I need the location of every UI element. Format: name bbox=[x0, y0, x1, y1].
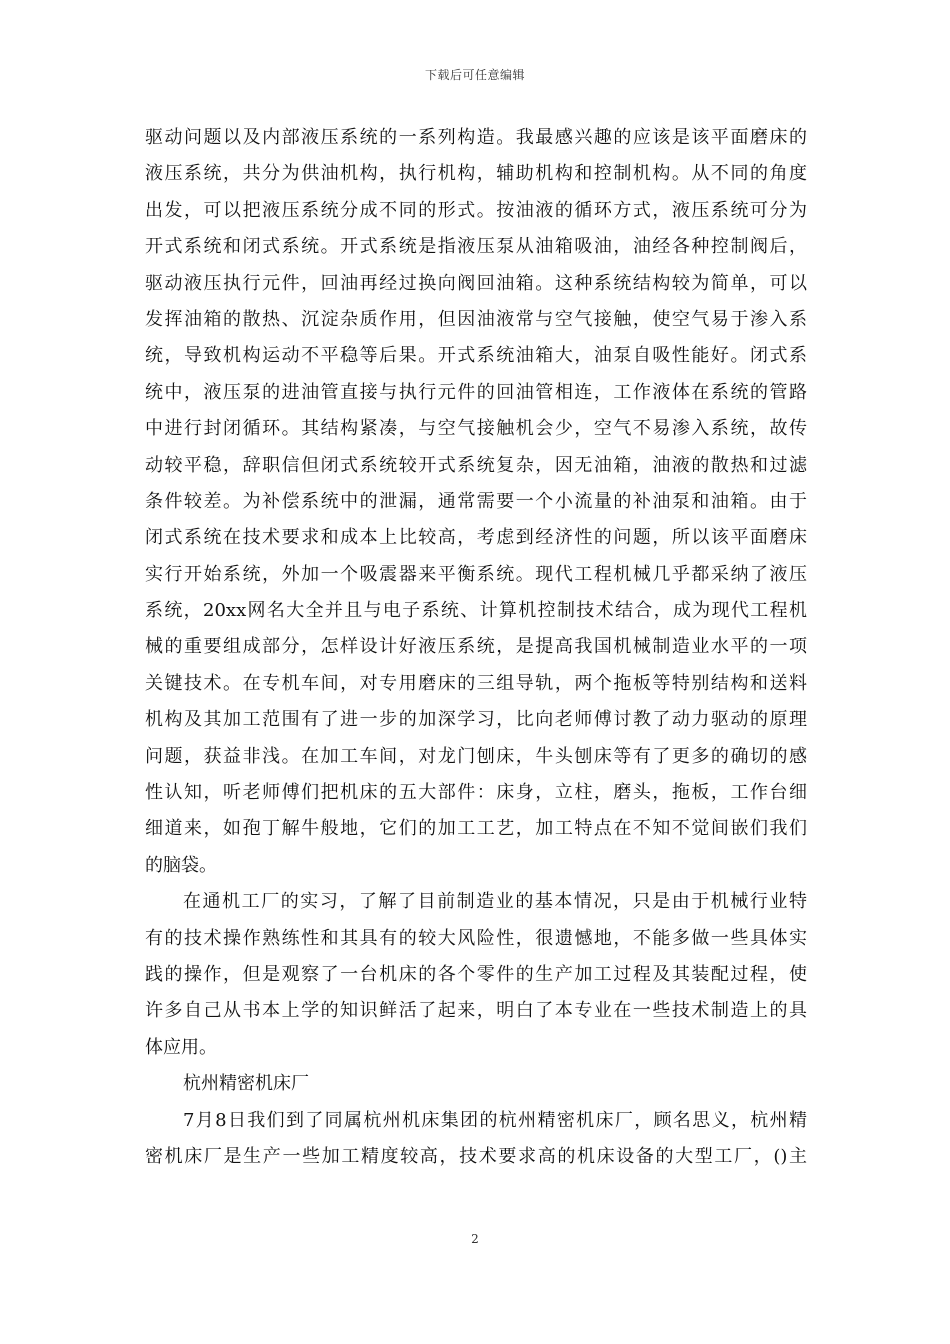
text-line: 统中，液压泵的进油管直接与执行元件的回油管相连，工作液体在系统的管路 bbox=[145, 381, 807, 403]
text-line: 驱动问题以及内部液压系统的一系列构造。我最感兴趣的应该是该平面磨床的 bbox=[145, 127, 807, 148]
text-line: 系统，20xx网名大全并且与电子系统、计算机控制技术结合，成为现代工程机 bbox=[145, 600, 807, 622]
text-line: 践的操作，但是观察了一台机床的各个零件的生产加工过程及其装配过程，使 bbox=[145, 963, 807, 985]
text-line: 7月8日我们到了同属杭州机床集团的杭州精密机床厂，顾名思义，杭州精 bbox=[183, 1109, 807, 1131]
text-line: 中进行封闭循环。其结构紧凑，与空气接触机会少，空气不易渗入系统，故传 bbox=[145, 418, 807, 440]
page-header: 下载后可任意编辑 bbox=[424, 68, 525, 82]
text-line: 细道来，如孢丁解牛般地，它们的加工工艺，加工特点在不知不觉间嵌们我们 bbox=[145, 818, 807, 840]
text-line: 驱动液压执行元件，回油再经过换向阀回油箱。这种系统结构较为简单，可以 bbox=[145, 272, 807, 294]
text-line: 实行开始系统，外加一个吸震器来平衡系统。现代工程机械几乎都采纳了液压 bbox=[145, 563, 807, 585]
text-line: 问题，获益非浅。在加工车间，对龙门刨床，牛头刨床等有了更多的确切的感 bbox=[145, 745, 807, 767]
text-line: 统，导致机构运动不平稳等后果。开式系统油箱大，油泵自吸性能好。闭式系 bbox=[145, 345, 807, 367]
section-heading: 杭州精密机床厂 bbox=[183, 1073, 309, 1095]
text-line: 条件较差。为补偿系统中的泄漏，通常需要一个小流量的补油泵和油箱。由于 bbox=[145, 490, 807, 512]
text-line: 的脑袋。 bbox=[145, 854, 217, 876]
text-line: 开式系统和闭式系统。开式系统是指液压泵从油箱吸油，油经各种控制阀后， bbox=[145, 236, 807, 258]
text-line: 性认知，听老师傅们把机床的五大部件：床身，立柱，磨头，拖板，工作台细 bbox=[145, 782, 807, 804]
text-line: 许多自己从书本上学的知识鲜活了起来，明白了本专业在一些技术制造上的具 bbox=[145, 1000, 807, 1022]
text-line: 机构及其加工范围有了进一步的加深学习，比向老师傅讨教了动力驱动的原理 bbox=[145, 709, 807, 731]
text-line: 发挥油箱的散热、沉淀杂质作用，但因油液常与空气接触，使空气易于渗入系 bbox=[145, 308, 807, 330]
text-line: 械的重要组成部分，怎样设计好液压系统，是提高我国机械制造业水平的一项 bbox=[145, 636, 807, 658]
text-line: 出发，可以把液压系统分成不同的形式。按油液的循环方式，液压系统可分为 bbox=[145, 199, 807, 221]
text-line: 体应用。 bbox=[145, 1036, 217, 1058]
text-line: 动较平稳，辞职信但闭式系统较开式系统复杂，因无油箱，油液的散热和过滤 bbox=[145, 454, 807, 476]
document-body bbox=[145, 120, 807, 1175]
text-line: 闭式系统在技术要求和成本上比较高，考虑到经济性的问题，所以该平面磨床 bbox=[145, 527, 807, 549]
text-line: 密机床厂是生产一些加工精度较高，技术要求高的机床设备的大型工厂，()主 bbox=[145, 1145, 807, 1167]
text-line: 液压系统，共分为供油机构，执行机构，辅助机构和控制机构。从不同的角度 bbox=[145, 163, 807, 185]
text-line: 有的技术操作熟练性和其具有的较大风险性，很遗憾地，不能多做一些具体实 bbox=[145, 927, 807, 949]
text-line: 在通机工厂的实习，了解了目前制造业的基本情况，只是由于机械行业特 bbox=[183, 891, 807, 913]
text-line: 关键技术。在专机车间，对专用磨床的三组导轨，两个拖板等特别结构和送料 bbox=[145, 672, 807, 694]
page-number: 2 bbox=[471, 1232, 479, 1246]
